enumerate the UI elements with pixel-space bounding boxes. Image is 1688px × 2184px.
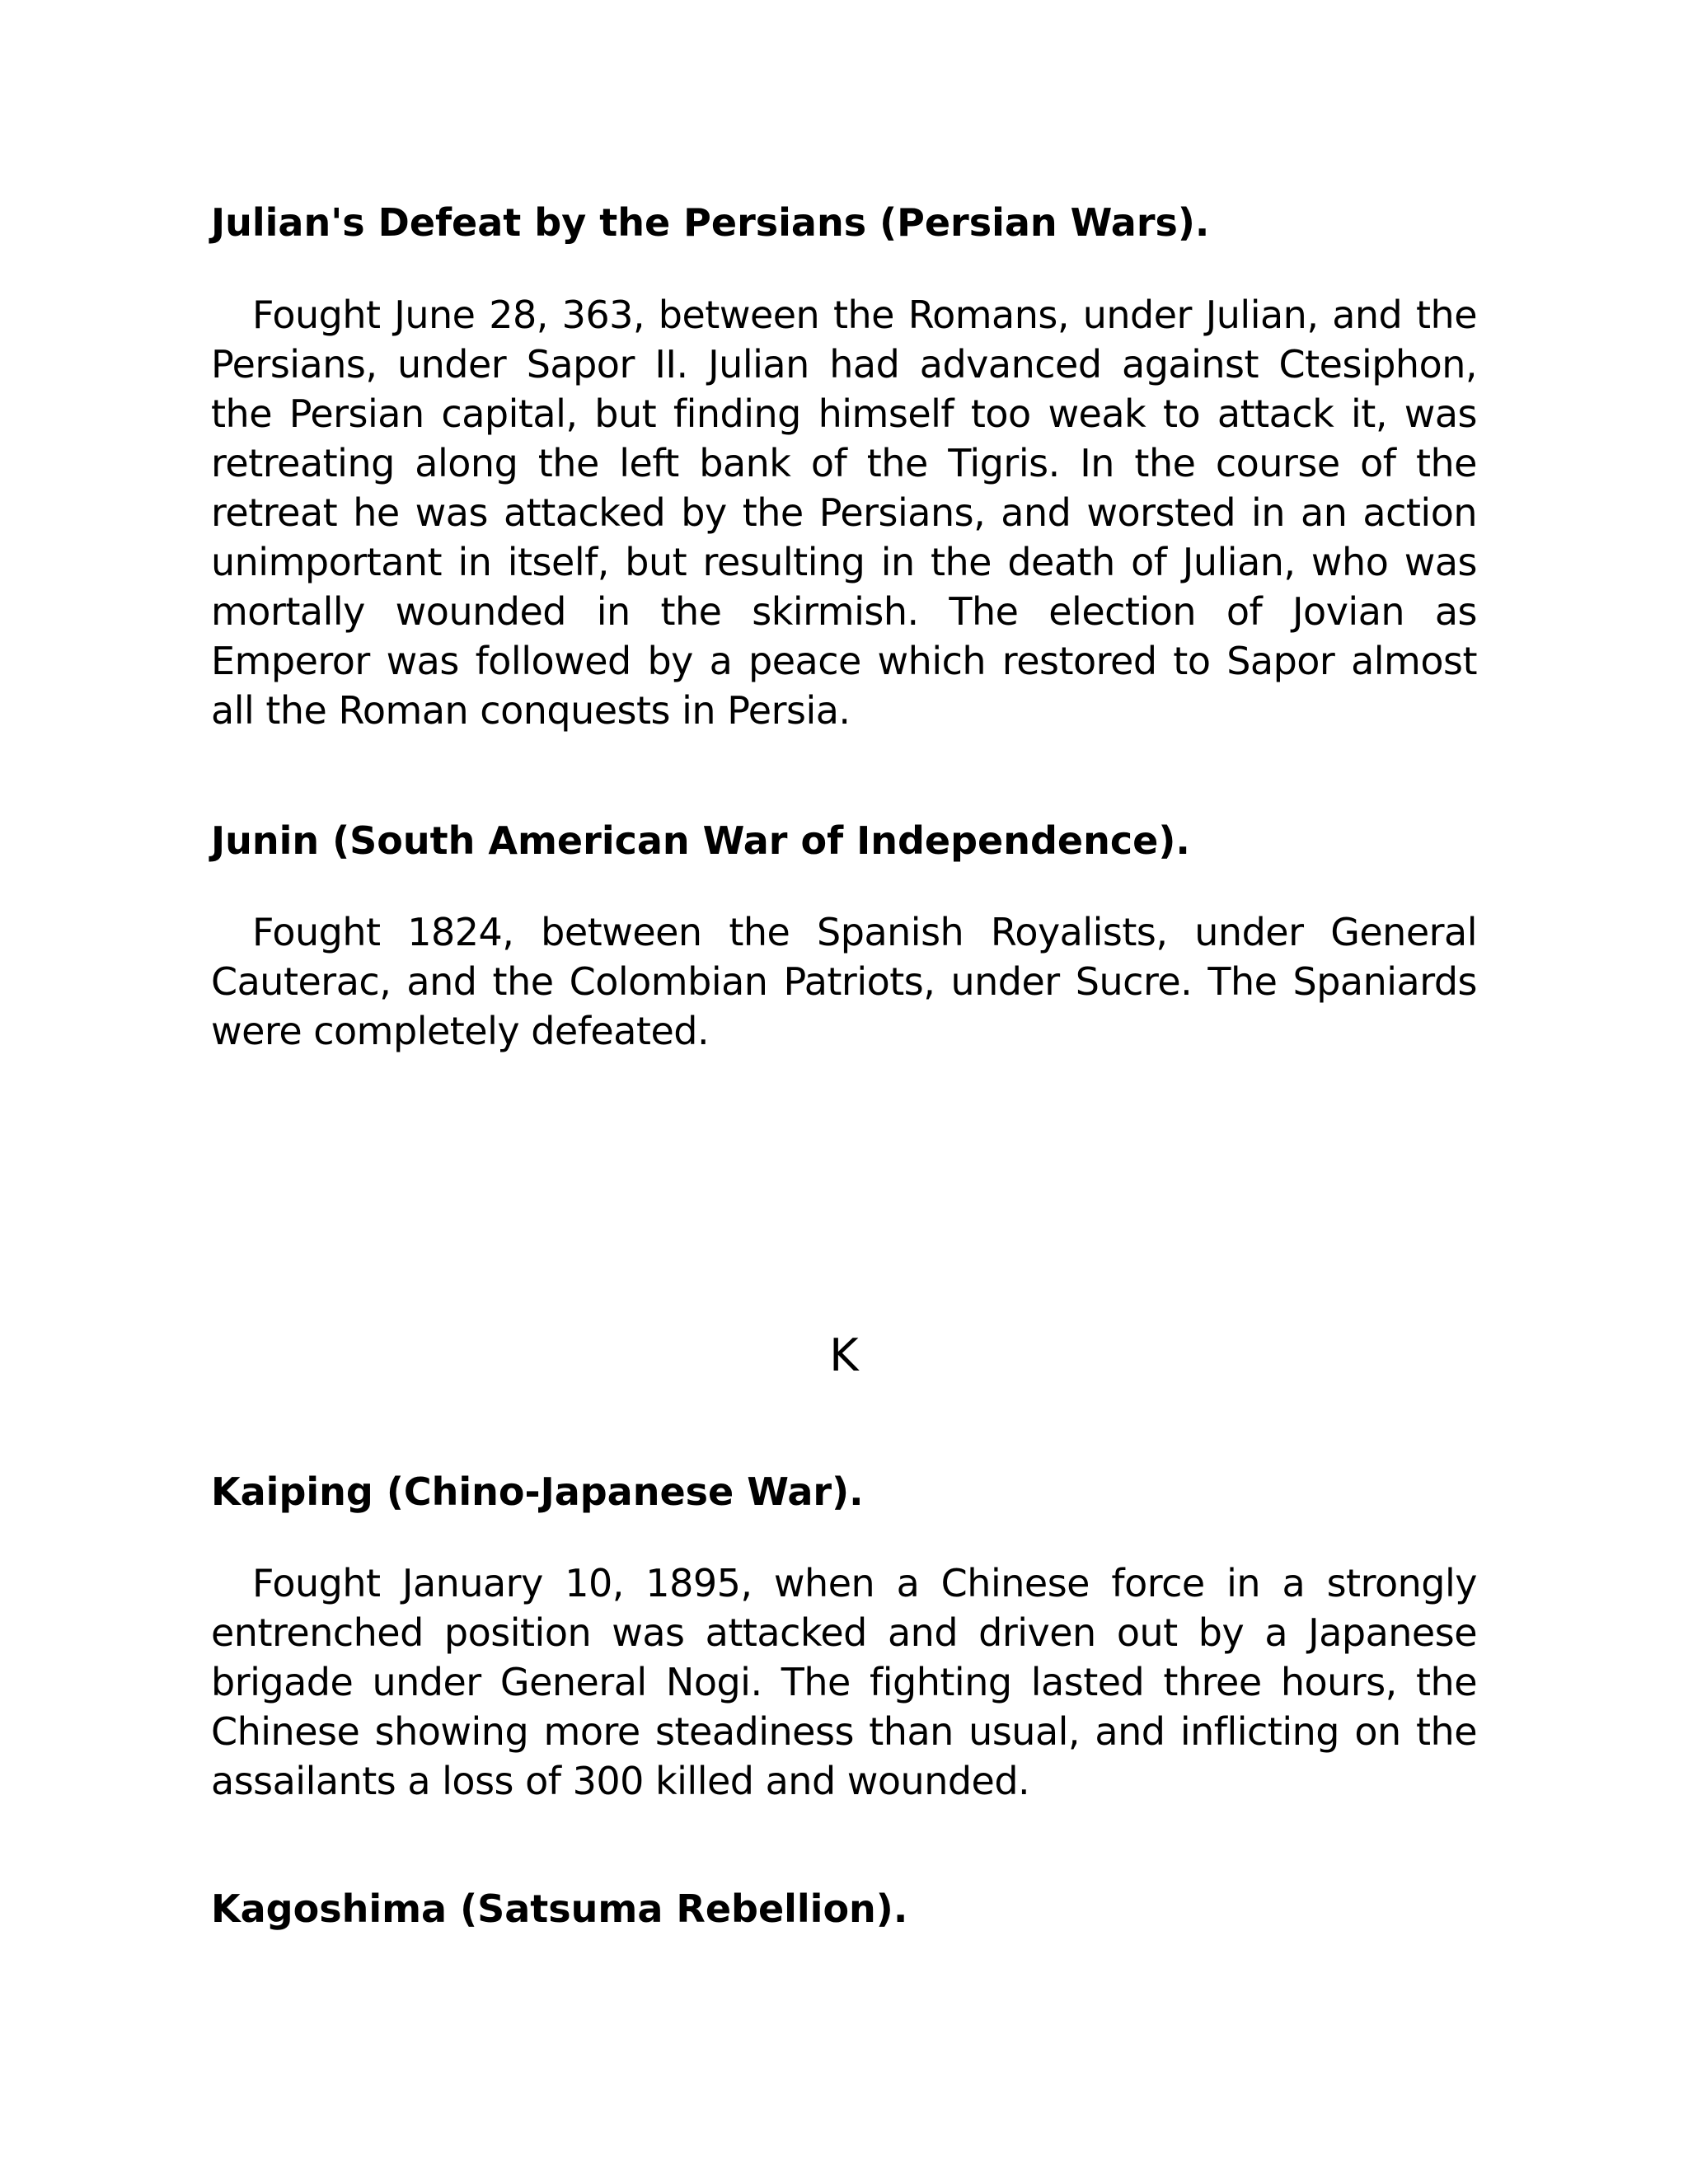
entry-heading-junin: Junin (South American War of Independence). bbox=[211, 818, 1190, 863]
text-column bbox=[211, 0, 1477, 2184]
entry-heading-kaiping: Kaiping (Chino-Japanese War). bbox=[211, 1469, 864, 1514]
entry-body-julians-defeat: Fought June 28, 363, between the Romans, under Julian, and the Persians, under Sapor II. Julian had advanced against Ctesiphon, the Persian capital, but finding himself too weak to attack it, was retreating along the left bank of the Tigris. In the course of the retreat he was attacked by the Persians, and worsted in an action unimportant in itself, but resulting in the death of Julian, who was mortally wounded in the skirmish. The election of Jovian as Emperor was followed by a peace which restored to Sapor almost all the Roman conquests in Persia. bbox=[211, 293, 1477, 733]
section-letter: K bbox=[829, 1329, 859, 1381]
entry-body-kaiping: Fought January 10, 1895, when a Chinese force in a strongly entrenched position was attacked and driven out by a Japanese brigade under General Nogi. The fighting lasted three hours, the Chinese showing more steadiness than usual, and inflicting on the assailants a loss of 300 killed and wounded. bbox=[211, 1561, 1477, 1803]
entry-body-junin: Fought 1824, between the Spanish Royalists, under General Cauterac, and the Colombian Patriots, under Sucre. The Spaniards were completely defeated. bbox=[211, 910, 1477, 1053]
entry-heading-kagoshima: Kagoshima (Satsuma Rebellion). bbox=[211, 1886, 908, 1931]
entry-heading-julians-defeat: Julian's Defeat by the Persians (Persian Wars). bbox=[211, 200, 1210, 245]
